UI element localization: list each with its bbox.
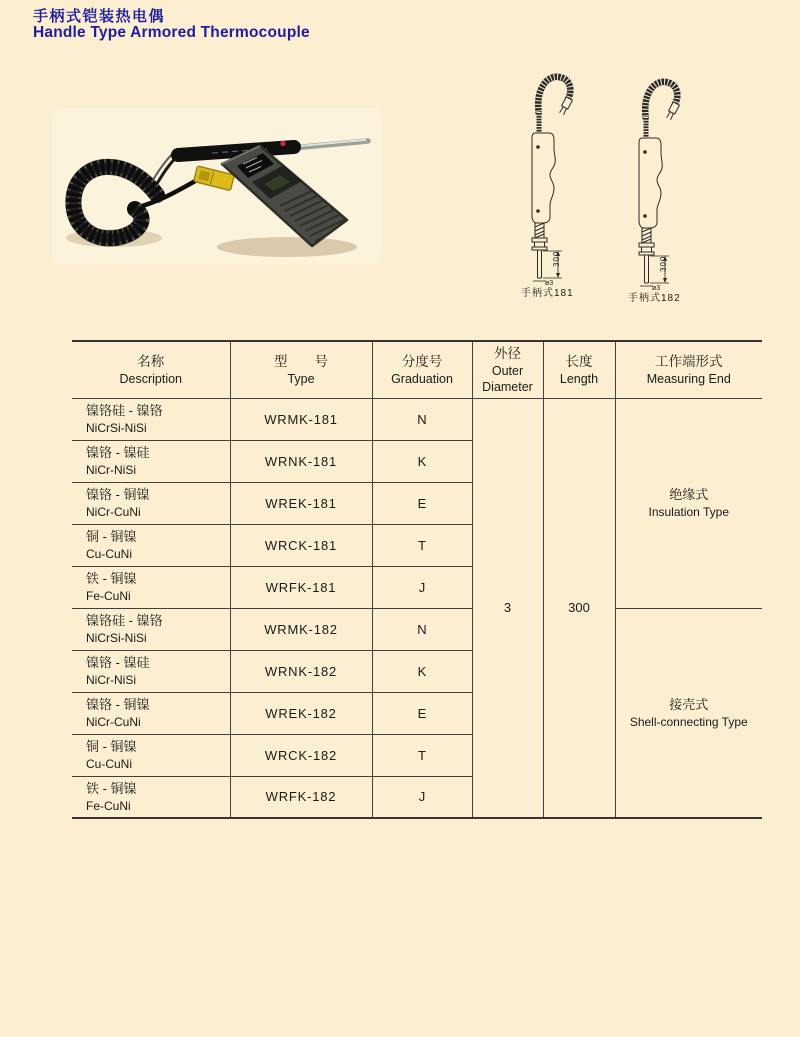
drawing-joint bbox=[639, 228, 654, 255]
cell-outer-diameter: 3 bbox=[472, 398, 543, 818]
cell-graduation: N bbox=[372, 398, 472, 440]
drawing-dim-dia: ø3 bbox=[545, 280, 554, 286]
drawing-label-182: 手柄式182 bbox=[628, 293, 681, 304]
header-description: 名称 Description bbox=[72, 341, 230, 398]
cell-type: WREK-181 bbox=[230, 482, 372, 524]
drawing-dim-dia: ø3 bbox=[652, 285, 661, 291]
header-type: 型 号 Type bbox=[230, 341, 372, 398]
cell-graduation: E bbox=[372, 692, 472, 734]
header-graduation: 分度号 Graduation bbox=[372, 341, 472, 398]
drawing-plug bbox=[558, 97, 572, 115]
cell-type: WRFK-181 bbox=[230, 566, 372, 608]
cell-type: WRMK-182 bbox=[230, 608, 372, 650]
cell-type: WRFK-182 bbox=[230, 776, 372, 818]
meter-shadow bbox=[217, 237, 357, 257]
cell-description: 镍铬 - 镍硅 NiCr-NiSi bbox=[72, 440, 230, 482]
cell-graduation: T bbox=[372, 734, 472, 776]
drawing-dim-300: 300 bbox=[552, 250, 561, 267]
cell-graduation: J bbox=[372, 566, 472, 608]
cell-type: WREK-182 bbox=[230, 692, 372, 734]
drawing-handle-type-181 bbox=[509, 71, 614, 286]
table-row bbox=[72, 398, 762, 440]
product-photo-illustration bbox=[52, 100, 382, 270]
cell-graduation: J bbox=[372, 776, 472, 818]
cell-type: WRCK-181 bbox=[230, 524, 372, 566]
cell-description: 铜 - 铜镍 Cu-CuNi bbox=[72, 524, 230, 566]
page-title-chinese: 手柄式铠装热电偶 bbox=[33, 8, 166, 25]
header-measuring-end: 工作端形式 Measuring End bbox=[615, 341, 762, 398]
drawing-dim-300: 300 bbox=[659, 255, 668, 272]
drawing-handle-type-182 bbox=[616, 76, 721, 291]
cell-description: 镍铬 - 镍硅 NiCr-NiSi bbox=[72, 650, 230, 692]
cell-description: 铁 - 铜镍 Fe-CuNi bbox=[72, 776, 230, 818]
cell-graduation: K bbox=[372, 440, 472, 482]
drawing-label-181: 手柄式181 bbox=[521, 288, 574, 299]
cell-measuring-end-shell: 接壳式 Shell-connecting Type bbox=[615, 608, 762, 818]
drawing-plug bbox=[665, 102, 679, 120]
cell-graduation: E bbox=[372, 482, 472, 524]
header-length: 长度 Length bbox=[543, 341, 615, 398]
specification-table bbox=[72, 340, 762, 819]
table-header-row bbox=[72, 341, 762, 398]
cell-description: 镍铬 - 铜镍 NiCr-CuNi bbox=[72, 482, 230, 524]
header-outer-diameter: 外径 Outer Diameter bbox=[472, 341, 543, 398]
product-photo bbox=[52, 100, 382, 270]
drawing-handle bbox=[639, 138, 662, 228]
drawing-joint bbox=[532, 223, 547, 250]
cell-graduation: T bbox=[372, 524, 472, 566]
drawing-probe bbox=[538, 250, 542, 278]
cell-description: 铁 - 铜镍 Fe-CuNi bbox=[72, 566, 230, 608]
table-row bbox=[72, 608, 762, 650]
cell-type: WRNK-182 bbox=[230, 650, 372, 692]
cell-description: 铜 - 铜镍 Cu-CuNi bbox=[72, 734, 230, 776]
cell-measuring-end-insulation: 绝缘式 Insulation Type bbox=[615, 398, 762, 608]
page-title-english: Handle Type Armored Thermocouple bbox=[33, 24, 310, 41]
cell-type: WRCK-182 bbox=[230, 734, 372, 776]
cell-length: 300 bbox=[543, 398, 615, 818]
cell-graduation: K bbox=[372, 650, 472, 692]
cell-description: 镍铬硅 - 镍铬 NiCrSi-NiSi bbox=[72, 398, 230, 440]
drawing-handle bbox=[532, 133, 555, 223]
drawing-probe bbox=[645, 255, 649, 283]
cell-description: 镍铬硅 - 镍铬 NiCrSi-NiSi bbox=[72, 608, 230, 650]
cell-type: WRNK-181 bbox=[230, 440, 372, 482]
cell-graduation: N bbox=[372, 608, 472, 650]
handle-button bbox=[280, 141, 285, 146]
cell-description: 镍铬 - 铜镍 NiCr-CuNi bbox=[72, 692, 230, 734]
cell-type: WRMK-181 bbox=[230, 398, 372, 440]
